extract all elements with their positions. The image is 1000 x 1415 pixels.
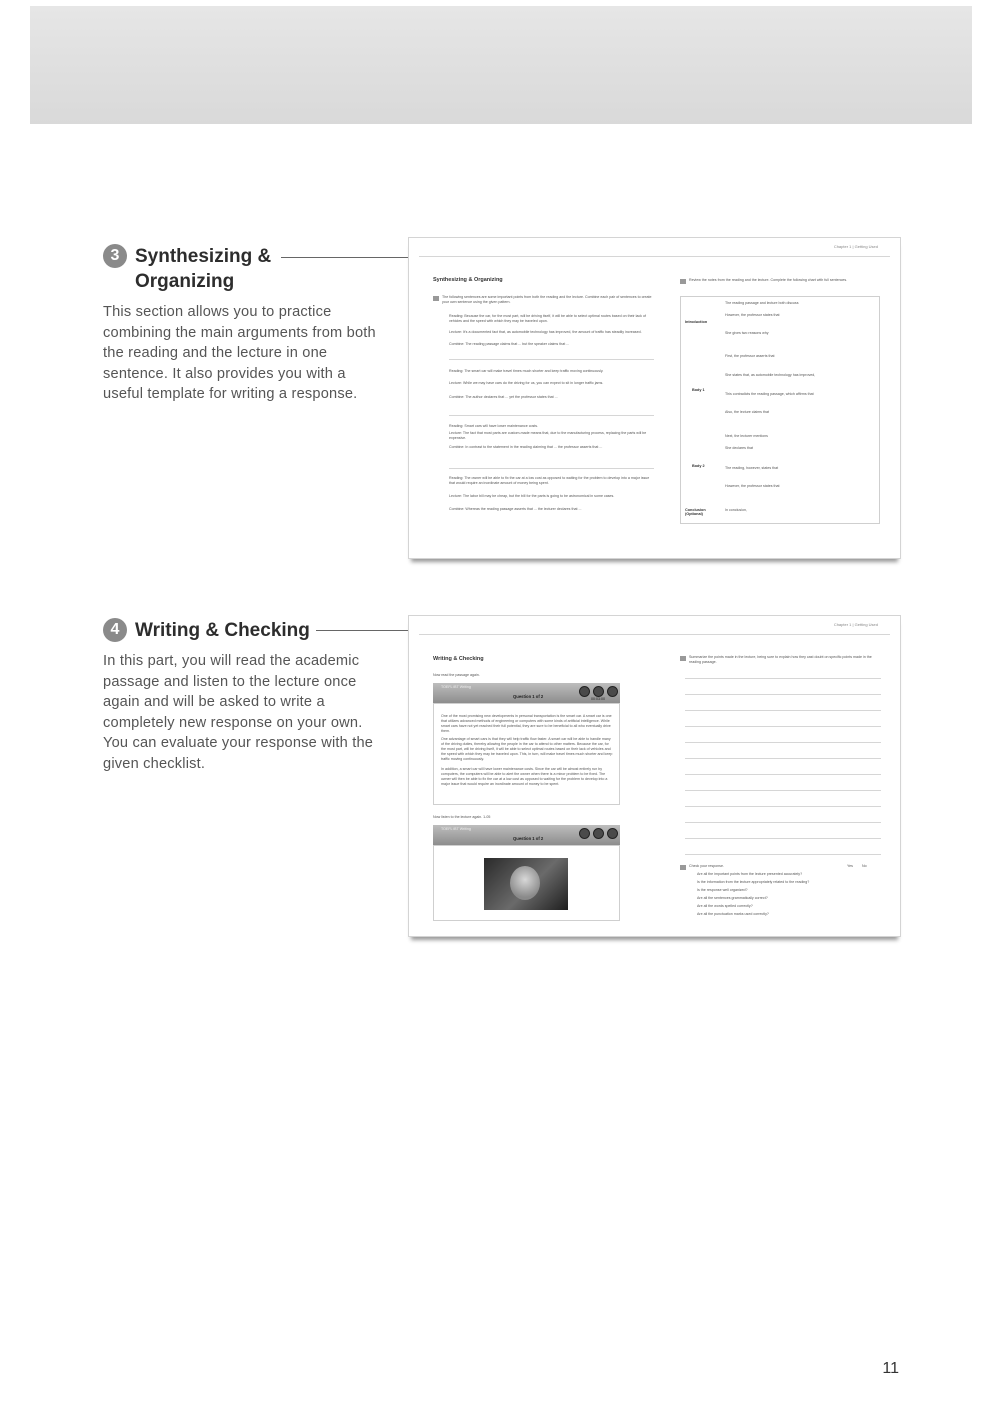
passage-paragraph: One advantage of smart cars is that they will help traffic flow faster. A smart car will be able to handle many of the driving duties, thereby allowing the people in the car to attend to other matters. Because the car, for the most part, will be driving itself, it will be able to select optimal routes based on their lack of vehicles and the speed with which they may be traveled upon. This, in turn, will make travel times much shorter and keep traffic moving continuously. (441, 737, 613, 761)
chart-item: Next, the lecturer mentions (725, 434, 768, 438)
chart-item: The reading, however, states that (725, 466, 779, 470)
checklist-item: Are all the punctuation marks used correctly? (697, 912, 769, 916)
writing-line (685, 710, 881, 711)
divider (419, 256, 890, 257)
player-button-icon (607, 828, 618, 839)
answer-line (449, 415, 654, 416)
writing-line (685, 790, 881, 791)
pair-1-combine: Combine: The reading passage claims that ... but the speaker claims that ... (449, 342, 570, 346)
chart-item: However, the professor states that (725, 313, 780, 317)
chart-item: This contradicts the reading passage, which affirms that (725, 392, 814, 396)
player-button-icon (593, 828, 604, 839)
answer-line (449, 468, 654, 469)
writing-line (685, 678, 881, 679)
preview-title: Synthesizing & Organizing (433, 277, 503, 283)
label-b-icon (680, 279, 686, 284)
chart-item: However, the professor states that (725, 484, 780, 488)
yes-column-header: Yes (847, 864, 853, 868)
header-band (30, 6, 972, 124)
pair-3-lecture: Lecture: The fact that most parts are custom-made means that, due to the manufacturing process, replacing the parts will be expensive. (449, 431, 647, 440)
pair-2-lecture: Lecture: While we may have cars do the driving for us, you can expect to sit in longer traffic jams. (449, 381, 604, 385)
no-column-header: No (862, 864, 867, 868)
pair-1-lecture: Lecture: It's a documented fact that, as automobile technology has improved, the amount of traffic has steadily increased. (449, 330, 642, 334)
writing-line (685, 742, 881, 743)
audio-track: 1-05 (483, 815, 491, 819)
reread-instruction: Now read the passage again. (433, 673, 480, 677)
pair-4-reading: Reading: The owner will be able to fix the car at a low cost as opposed to waiting for the problem to develop into a major issue that would require an inordinate amount of money being spent. (449, 476, 650, 485)
chart-item: She declares that (725, 446, 753, 450)
section-writing (103, 618, 378, 775)
timer: 00:03:00 (591, 697, 605, 701)
preview-header: Chapter 1 | Getting Used (833, 244, 878, 249)
checklist-item: Is the information from the lecture appropriately related to the reading? (697, 880, 810, 884)
label-b-icon (680, 865, 686, 870)
section-number-badge: 4 (103, 618, 127, 642)
pair-2-combine: Combine: The author declares that ... yet the professor states that ... (449, 395, 558, 399)
divider (419, 634, 890, 635)
test-player-bar (433, 825, 620, 845)
section-title (103, 244, 378, 294)
chart-item: Also, the lecture claims that (725, 410, 769, 414)
writing-line (685, 822, 881, 823)
section-title-text: Writing & Checking (135, 620, 310, 641)
chart-label-body2: Body 2 (692, 464, 705, 468)
chart-label-introduction: Introduction (685, 320, 708, 324)
label-a-icon (680, 656, 686, 661)
lecture-photo (484, 858, 568, 910)
listen-instruction (433, 815, 490, 820)
pair-4-combine: Combine: Whereas the reading passage asserts that ... the lecturer declares that ... (449, 507, 582, 511)
pair-1-reading: Reading: Because the car, for the most part, will be driving itself, it will be able to select optimal routes based on their lack of vehicles and the speed with which they may be traveled upon. (449, 314, 646, 323)
test-player-bar (433, 683, 620, 703)
passage-paragraph: One of the most promising new developments in personal transportation is the smart car. A smart car is one that utilizes advanced methods of engineering or computers with some kinds of artificial intelligence. While smart cars have not yet reached their full potential, they are sure to be beneficial to all who eventually drive them. (441, 714, 612, 733)
section-synthesizing (103, 244, 378, 405)
listen-text: Now listen to the lecture again. (433, 815, 483, 819)
pair-4-lecture: Lecture: The labor bill may be cheap, but the bill for the parts is going to be astronomical in some cases. (449, 494, 615, 498)
leader-line (316, 630, 420, 631)
chart-item: First, the professor asserts that (725, 354, 775, 358)
writing-line (685, 694, 881, 695)
section-description: In this part, you will read the academic passage and listen to the lecture once again and will be asked to write a completely new response on your own. You can evaluate your response with the given checklist. (103, 653, 374, 772)
pair-3-reading: Reading: Smart cars will have lower maintenance costs. (449, 424, 539, 428)
section-title-line2: Organizing (135, 271, 235, 292)
section-title-text (135, 244, 271, 294)
player-title: TOEFL iBT Writing (441, 827, 471, 831)
instruction-b: Review the notes from the reading and the lecture. Complete the following chart with full sentences. (689, 278, 848, 282)
player-button-icon (579, 686, 590, 697)
writing-line (685, 774, 881, 775)
section-description: This section allows you to practice combining the main arguments from both the reading and the lecture in one sentence. It also provides you with a useful template for writing a response. (103, 304, 376, 403)
player-button-icon (607, 686, 618, 697)
writing-line (685, 758, 881, 759)
writing-line (685, 726, 881, 727)
chart-label-conclusion: Conclusion (Optional) (685, 508, 706, 516)
chart-item: She states that, as automobile technology has improved, (725, 373, 816, 377)
section-number-badge: 3 (103, 244, 127, 268)
chart-label-body1: Body 1 (692, 388, 705, 392)
pair-2-reading: Reading: The smart car will make travel times much shorter and keep traffic moving continuously. (449, 369, 604, 373)
page-preview-synthesizing (408, 237, 901, 559)
instruction-a: The following sentences are some important points from both the reading and the lecture. Combine each pair of sentences to create your own sentence using the given pattern. (442, 295, 652, 304)
section-title-line1: Synthesizing & (135, 246, 272, 267)
answer-line (449, 359, 654, 360)
chart-item: The reading passage and lecture both discuss (725, 301, 799, 305)
preview-title: Writing & Checking (433, 656, 484, 662)
page-preview-writing (408, 615, 901, 937)
page-number: 11 (882, 1360, 899, 1377)
player-title: TOEFL iBT Writing (441, 685, 471, 689)
pair-3-combine: Combine: In contrast to the statement in the reading claiming that ... the professor asserts that ... (449, 445, 603, 449)
question-counter: Question 1 of 2 (513, 694, 544, 699)
writing-line (685, 806, 881, 807)
checklist-item: Are all the sentences grammatically correct? (697, 896, 768, 900)
preview-header: Chapter 1 | Getting Used (833, 622, 878, 627)
player-button-icon (579, 828, 590, 839)
player-button-icon (593, 686, 604, 697)
checklist-item: Is the response well organized? (697, 888, 748, 892)
question-counter: Question 1 of 2 (513, 836, 544, 841)
label-a-icon (433, 296, 439, 301)
writing-line (685, 854, 881, 855)
leader-line (281, 257, 421, 258)
passage-paragraph: In addition, a smart car will have lower maintenance costs. Since the car will be almost entirely run by computers, the computers will be able to alert the owner when there is a minor problem to be fixed. The owner will then be able to fix the car at a low cost as opposed to waiting for the problem to develop into a major issue that would require an inordinate amount of money to be spent. (441, 767, 608, 786)
writing-line (685, 838, 881, 839)
instruction-b: Check your response. (689, 864, 724, 868)
lecturer-face (510, 866, 540, 900)
checklist-item: Are all the important points from the lecture presented accurately? (697, 872, 803, 876)
instruction-a: Summarize the points made in the lecture, being sure to explain how they cast doubt on specific points made in the reading passage. (689, 655, 872, 664)
chart-item: She gives two reasons why (725, 331, 769, 335)
checklist-item: Are all the words spelled correctly? (697, 904, 753, 908)
chart-item: In conclusion, (725, 508, 747, 512)
